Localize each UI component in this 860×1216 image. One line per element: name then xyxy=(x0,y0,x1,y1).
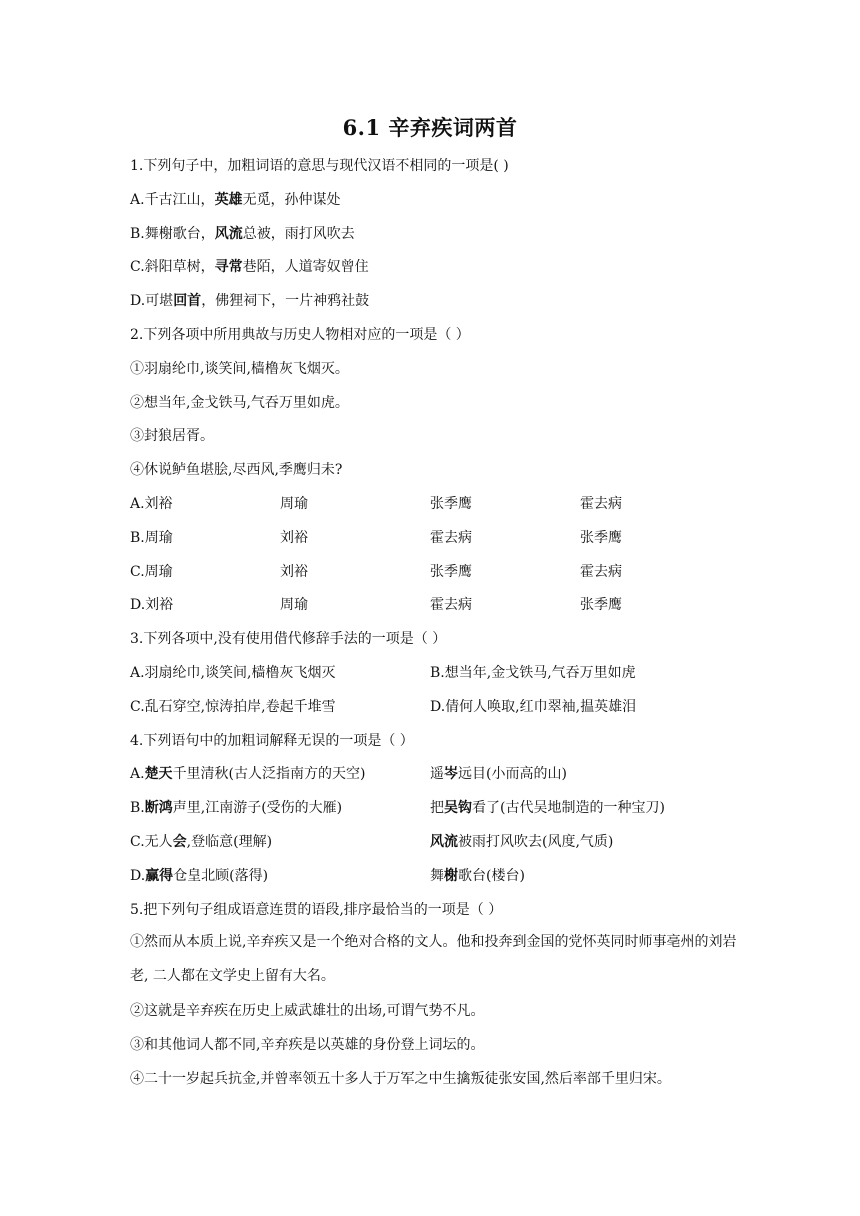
bold-term: 风流 xyxy=(214,225,243,242)
question-2-option-b xyxy=(130,526,740,560)
option-text: 可堪 xyxy=(145,293,174,310)
option-cell: B.周瑜 xyxy=(130,529,173,546)
option-text: B. xyxy=(130,800,145,817)
question-4-option-a xyxy=(130,762,740,796)
option-text: C.无人 xyxy=(130,833,173,850)
option-label: A. xyxy=(130,191,145,208)
option-text: 远目(小而高的山) xyxy=(458,766,567,783)
bold-term: 赢得 xyxy=(145,867,174,884)
option-cell: 刘裕 xyxy=(280,529,308,546)
option-cell: 霍去病 xyxy=(580,495,622,512)
option-text: ,登临意(理解) xyxy=(186,833,273,850)
option-cell: 张季鹰 xyxy=(430,495,472,512)
option-text: 舞 xyxy=(430,867,444,884)
option-right xyxy=(430,834,613,850)
option-text: ，佛狸祠下，一片神鸦社鼓 xyxy=(201,293,370,310)
question-3-stem: 3.下列各项中,没有使用借代修辞手法的一项是（ ） xyxy=(130,631,447,648)
question-5-item-1: ①然而从本质上说,辛弃疾又是一个绝对合格的文人。他和投奔到金国的党怀英同时师事亳州的刘岩老, 二人都在文学史上留有大名。 xyxy=(130,934,737,985)
question-2-item-3: ③封狼居胥。 xyxy=(130,428,214,445)
option-text: 声里,江南游子(受伤的大雁) xyxy=(172,800,343,817)
option-text: D. xyxy=(130,867,146,884)
question-5-item-4: ④二十一岁起兵抗金,并曾率领五十多人于万军之中生擒叛徒张安国,然后率部千里归宋。 xyxy=(130,1070,671,1087)
question-2-option-d xyxy=(130,593,740,627)
option-label: B. xyxy=(130,225,145,242)
option-right xyxy=(430,868,525,884)
question-5-item-2: ②这就是辛弃疾在历史上威武雄壮的出场,可谓气势不凡。 xyxy=(130,1002,485,1019)
question-1-option-a xyxy=(130,188,740,222)
option-text: 无觅，孙仲谋处 xyxy=(242,191,341,208)
bold-term: 岑 xyxy=(444,766,458,783)
option-label: C. xyxy=(130,259,145,276)
question-5-stem: 5.把下列句子组成语意连贯的语段,排序最恰当的一项是（ ） xyxy=(130,901,503,918)
question-2-option-a xyxy=(130,492,740,526)
option-text: 舞榭歌台， xyxy=(144,225,215,242)
option-text: 看了(古代吴地制造的一种宝刀) xyxy=(472,800,665,817)
question-4-stem: 4.下列语句中的加粗词解释无误的一项是（ ） xyxy=(130,732,414,749)
option-text: 巷陌，人道寄奴曾住 xyxy=(242,259,369,276)
option-text: 歌台(楼台) xyxy=(458,867,525,884)
bold-term: 吴钩 xyxy=(444,800,472,817)
option-cell: 周瑜 xyxy=(280,597,308,614)
option-cell: A.刘裕 xyxy=(130,495,173,512)
option-right xyxy=(430,800,665,816)
option-cell: 刘裕 xyxy=(280,563,308,580)
option-text: A. xyxy=(130,766,145,783)
question-1-option-c xyxy=(130,255,740,289)
option-text: 千古江山， xyxy=(144,191,215,208)
option-cell: 张季鹰 xyxy=(430,563,472,580)
option-c: C.乱石穿空,惊涛拍岸,卷起千堆雪 xyxy=(130,698,336,715)
bold-term: 回首 xyxy=(173,293,202,310)
question-1-stem: 1.下列句子中，加粗词语的意思与现代汉语不相同的一项是( ) xyxy=(130,158,509,174)
option-b: B.想当年,金戈铁马,气吞万里如虎 xyxy=(430,664,636,681)
bold-term: 楚天 xyxy=(144,766,173,783)
question-3-options-row-1 xyxy=(130,661,740,695)
option-left xyxy=(130,796,430,820)
question-2-option-c xyxy=(130,560,740,594)
exercise-content xyxy=(130,154,740,1100)
option-text: 把 xyxy=(430,800,444,817)
option-left xyxy=(130,830,430,854)
question-2-item-4: ④休说鲈鱼堪脍,尽西风,季鹰归未? xyxy=(130,462,343,479)
option-text: 总被，雨打风吹去 xyxy=(242,225,355,242)
question-1-option-d xyxy=(130,289,740,323)
option-cell: 张季鹰 xyxy=(580,529,622,546)
bold-term: 榭 xyxy=(444,867,458,884)
option-left xyxy=(130,864,430,888)
question-4-option-c xyxy=(130,830,740,864)
option-cell: 霍去病 xyxy=(580,563,622,580)
bold-term: 英雄 xyxy=(214,191,243,208)
option-d: D.倩何人唤取,红巾翠袖,揾英雄泪 xyxy=(430,698,637,715)
option-left xyxy=(130,762,430,786)
option-label: D. xyxy=(130,293,146,310)
bold-term: 寻常 xyxy=(214,259,243,276)
question-5-item-3: ③和其他词人都不同,辛弃疾是以英雄的身份登上词坛的。 xyxy=(130,1036,485,1053)
option-text: 被雨打风吹去(风度,气质) xyxy=(458,833,614,850)
question-2-item-1: ①羽扇纶巾,谈笑间,樯橹灰飞烟灭。 xyxy=(130,360,349,377)
question-1-option-b xyxy=(130,222,740,256)
option-right xyxy=(430,766,567,782)
option-text: 遥 xyxy=(430,766,444,783)
option-text: 千里清秋(古人泛指南方的天空) xyxy=(172,766,366,783)
option-cell: 张季鹰 xyxy=(580,597,622,614)
question-2-stem: 2.下列各项中所用典故与历史人物相对应的一项是（ ） xyxy=(130,326,470,343)
page-title: 6.1 辛弃疾词两首 xyxy=(342,115,518,140)
question-4-option-d xyxy=(130,864,740,898)
question-4-option-b xyxy=(130,796,740,830)
option-cell: D.刘裕 xyxy=(130,597,174,614)
option-a: A.羽扇纶巾,谈笑间,樯橹灰飞烟灭 xyxy=(130,664,336,681)
bold-term: 会 xyxy=(172,833,187,850)
question-3-options-row-2 xyxy=(130,695,740,729)
bold-term: 风流 xyxy=(430,833,458,850)
question-2-item-2: ②想当年,金戈铁马,气吞万里如虎。 xyxy=(130,394,349,411)
option-cell: C.周瑜 xyxy=(130,563,173,580)
option-cell: 周瑜 xyxy=(280,495,308,512)
option-cell: 霍去病 xyxy=(430,597,472,614)
option-text: 仓皇北顾(落得) xyxy=(173,867,269,884)
bold-term: 断鸿 xyxy=(144,800,173,817)
option-text: 斜阳草树， xyxy=(144,259,215,276)
option-cell: 霍去病 xyxy=(430,529,472,546)
